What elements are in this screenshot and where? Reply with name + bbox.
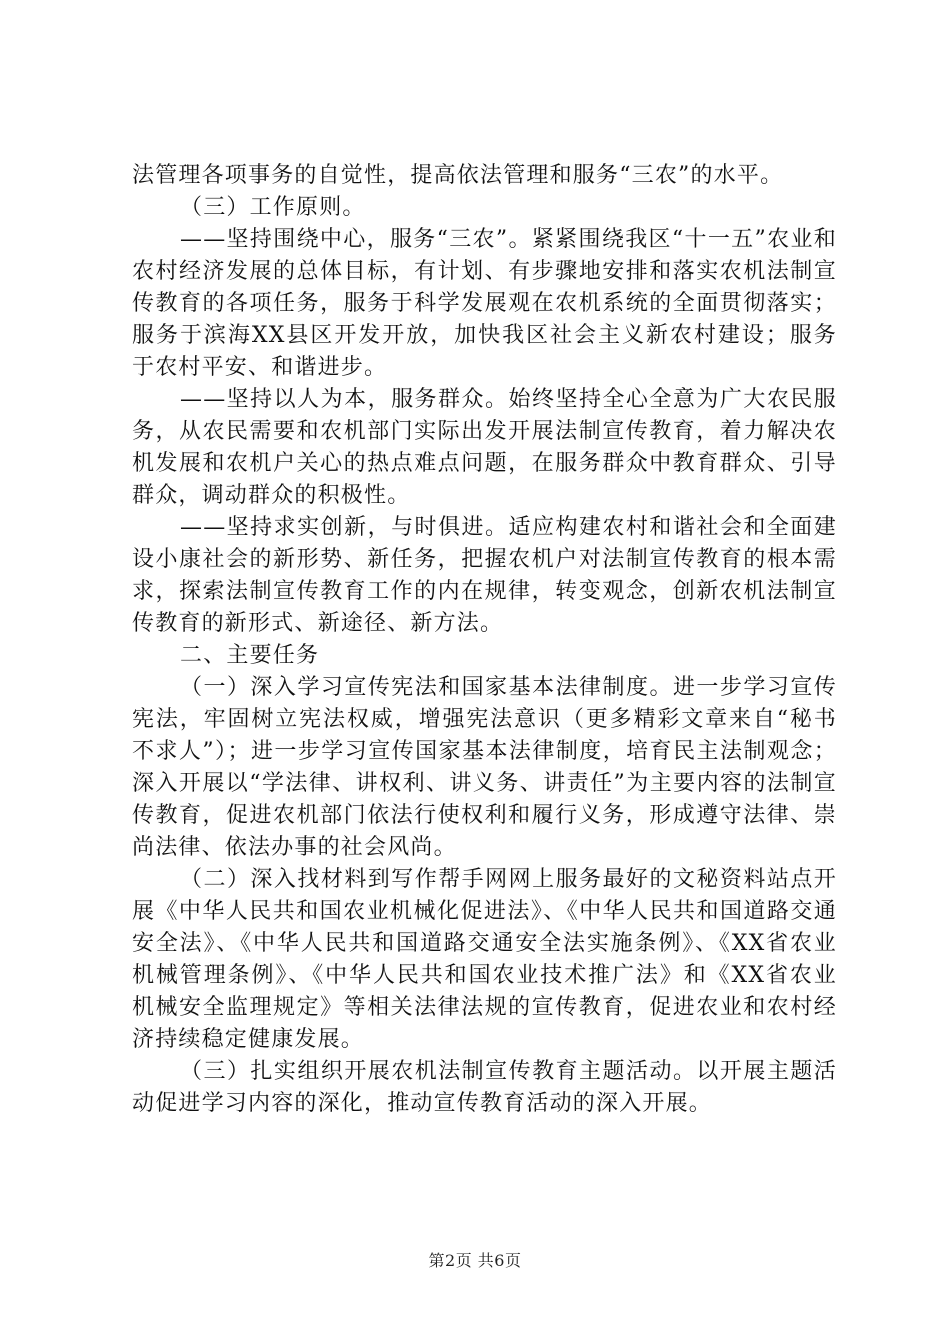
paragraph-task-1: （一）深入学习宣传宪法和国家基本法律制度。进一步学习宣传宪法，牢固树立宪法权威，增强宪法意识（更多精彩文章来自“秘书不求人”）；进一步学习宣传国家基本法律制度，培育民主法制观念；深入开展以“学法律、讲权利、讲义务、讲责任”为主要内容的法制宣传教育，促进农机部门依法行使权利和履行义务，形成遵守法律、崇尚法律、依法办事的社会风尚。: [132, 675, 837, 860]
paragraph-task-3: （三）扎实组织开展农机法制宣传教育主题活动。以开展主题活动促进学习内容的深化，推动宣传教育活动的深入开展。: [132, 1059, 837, 1116]
paragraph-task-2: （二）深入找材料到写作帮手网网上服务最好的文秘资料站点开展《中华人民共和国农业机械化促进法》、《中华人民共和国道路交通安全法》、《中华人民共和国道路交通安全法实施条例》、《XX省农业机械管理条例》、《中华人民共和国农业技术推广法》和《XX省农业机械安全监理规定》等相关法律法规的宣传教育，促进农业和农村经济持续稳定健康发展。: [132, 867, 837, 1052]
paragraph-principle-3: ——坚持求实创新，与时俱进。适应构建农村和谐社会和全面建设小康社会的新形势、新任务，把握农机户对法制宣传教育的根本需求，探索法制宣传教育工作的内在规律，转变观念，创新农机法制宣传教育的新形式、新途径、新方法。: [132, 515, 837, 636]
paragraph-principle-2: ——坚持以人为本，服务群众。始终坚持全心全意为广大农民服务，从农民需要和农机部门实际出发开展法制宣传教育，着力解决农机发展和农机户关心的热点难点问题，在服务群众中教育群众、引导群众，调动群众的积极性。: [132, 387, 837, 508]
document-body: [132, 160, 837, 1120]
paragraph-principle-1: ——坚持围绕中心，服务“三农”。紧紧围绕我区“十一五”农业和农村经济发展的总体目标，有计划、有步骤地安排和落实农机法制宣传教育的各项任务，服务于科学发展观在农机系统的全面贯彻落实；服务于滨海XX县区开发开放，加快我区社会主义新农村建设；服务于农村平安、和谐进步。: [132, 227, 837, 380]
paragraph-continuation: 法管理各项事务的自觉性，提高依法管理和服务“三农”的水平。: [132, 163, 784, 188]
page-number-footer: 第2页 共6页: [428, 1251, 522, 1270]
section-heading-work-principles: （三）工作原则。: [180, 195, 366, 220]
section-heading-main-tasks: 二、主要任务: [180, 643, 320, 668]
